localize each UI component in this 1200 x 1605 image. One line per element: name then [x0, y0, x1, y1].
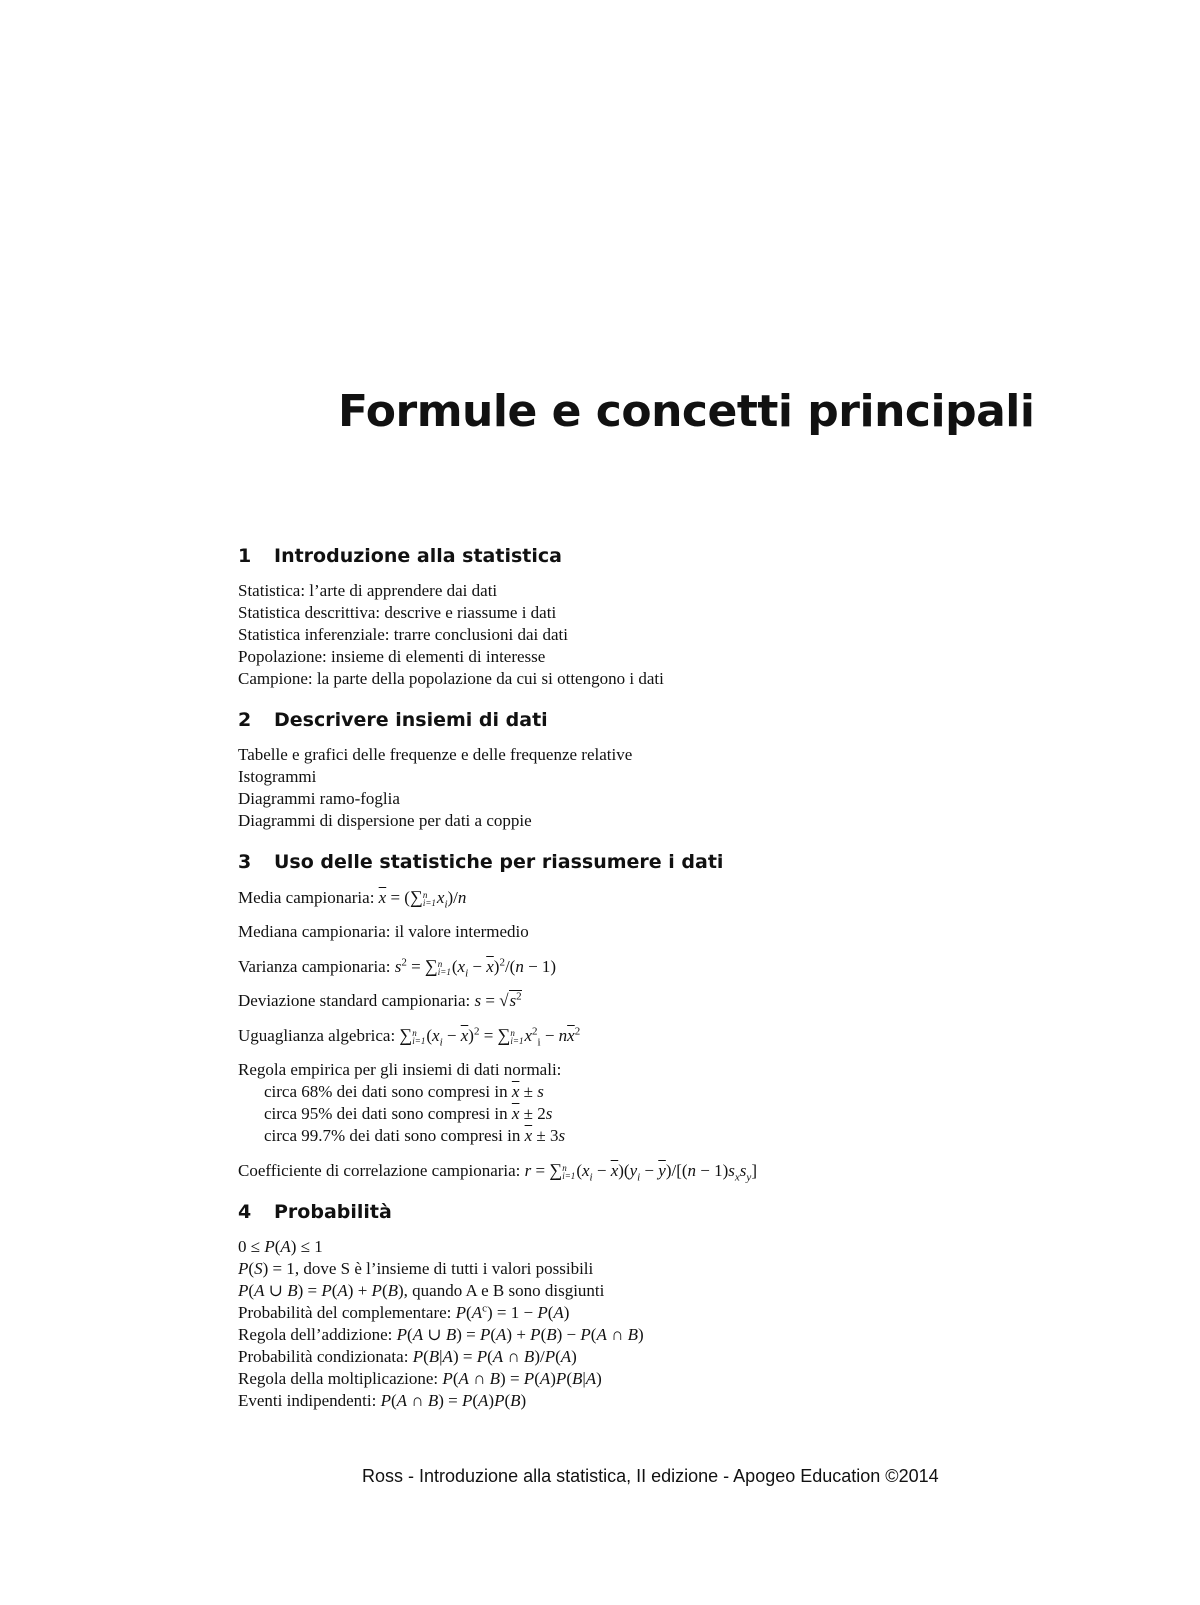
rule-text: circa 68% dei dati sono compresi in	[264, 1082, 508, 1101]
conditional-line: Probabilità condizionata: P(B|A) = P(A ∩ B)/P(A)	[238, 1347, 577, 1366]
text-line: Campione: la parte della popolazione da cui si ottengono i dati	[238, 669, 664, 688]
empirical-rule-95	[238, 1103, 1138, 1125]
rule-formula: $\overline{x} \pm 2s$	[511, 1104, 553, 1123]
empirical-rule-68	[238, 1081, 1138, 1103]
rule-formula: $\overline{x} \pm s$	[511, 1082, 544, 1101]
formula-label: Probabilità condizionata:	[238, 1347, 409, 1366]
section-title: Probabilità	[274, 1201, 392, 1223]
section-2	[238, 708, 1138, 832]
section-title: Introduzione alla statistica	[274, 545, 562, 567]
multiplication-rule-line: Regola della moltiplicazione: P(A ∩ B) = P(A)P(B|A)	[238, 1369, 602, 1388]
rule-text: circa 99.7% dei dati sono compresi in	[264, 1126, 521, 1145]
text-line: Popolazione: insieme di elementi di interesse	[238, 647, 546, 666]
formula-label: Eventi indipendenti:	[238, 1391, 377, 1410]
disjoint-text: , quando A e B sono disgiunti	[403, 1281, 605, 1300]
section-number: 4	[238, 1201, 252, 1223]
sample-variance-formula: $s^2$ = ∑ n i=1 $(x_i - \overline{x})^2/(n - 1)$	[394, 956, 557, 980]
section-heading	[238, 850, 1138, 874]
section-1	[238, 544, 1138, 690]
sample-space-text: , dove S è l’insieme di tutti i valori possibili	[294, 1259, 594, 1278]
rule-formula: $\overline{x} \pm 3s$	[524, 1126, 566, 1145]
text-line: Statistica: l’arte di apprendere dai dati	[238, 581, 498, 600]
addition-rule-line: Regola dell’addizione: P(A ∪ B) = P(A) + P(B) − P(A ∩ B)	[238, 1325, 644, 1344]
identity-line	[238, 1024, 1138, 1047]
independent-events-line: Eventi indipendenti: P(A ∩ B) = P(A)P(B)	[238, 1391, 527, 1410]
formula-label: Uguaglianza algebrica:	[238, 1026, 396, 1045]
text-line: Istogrammi	[238, 767, 317, 786]
sample-variance-line	[238, 955, 1138, 978]
section-number: 2	[238, 709, 252, 731]
correlation-formula: r = ∑ n i=1 $(x_i - \overline{x})(y_i - \overline{y})/[(n - 1)s_xs_y]$	[524, 1160, 757, 1184]
section-3	[238, 850, 1138, 1182]
rule-text: circa 95% dei dati sono compresi in	[264, 1104, 508, 1123]
empirical-rule-997	[238, 1125, 1138, 1147]
correlation-line	[238, 1159, 1138, 1182]
section-heading	[238, 1200, 1138, 1224]
page-title: Formule e concetti principali	[338, 386, 1035, 437]
stddev-formula: $s = √s^2$	[474, 990, 522, 1010]
document-body	[238, 544, 1138, 1412]
formula-label: Media campionaria:	[238, 888, 375, 907]
complement-line: Probabilità del complementare: $P(A^c) = 1 - P(A)$	[238, 1302, 570, 1322]
disjoint-union-line: P(A ∪ B) = P(A) + P(B), quando A e B sono disgiunti	[238, 1281, 605, 1300]
text-line: Mediana campionaria: il valore intermedio	[238, 922, 529, 941]
formula-label: Regola dell’addizione:	[238, 1325, 393, 1344]
probability-bounds: 0 ≤ P(A) ≤ 1	[238, 1237, 323, 1256]
formula-label: Varianza campionaria:	[238, 957, 391, 976]
section-heading	[238, 544, 1138, 568]
page-footer: Ross - Introduzione alla statistica, II edizione - Apogeo Education ©2014	[362, 1466, 939, 1486]
text-line: Statistica descrittiva: descrive e riassume i dati	[238, 603, 557, 622]
section-title: Descrivere insiemi di dati	[274, 709, 548, 731]
text-line: Diagrammi di dispersione per dati a coppie	[238, 811, 532, 830]
formula-label: Probabilità del complementare:	[238, 1303, 452, 1322]
text-line: Regola empirica per gli insiemi di dati normali:	[238, 1060, 562, 1079]
text-line: Tabelle e grafici delle frequenze e delle frequenze relative	[238, 745, 633, 764]
sample-space-line: P(S) = 1, dove S è l’insieme di tutti i valori possibili	[238, 1259, 594, 1278]
formula-label: Deviazione standard campionaria:	[238, 991, 471, 1010]
formula-label: Coefficiente di correlazione campionaria:	[238, 1161, 521, 1180]
sample-mean-line	[238, 886, 1138, 909]
text-line: Statistica inferenziale: trarre conclusioni dai dati	[238, 625, 568, 644]
section-number: 1	[238, 545, 252, 567]
section-4	[238, 1200, 1138, 1412]
identity-formula: ∑ n i=1 $(x_i - \overline{x})^2$ = ∑ n i=1 $x^2_i - n\overline{x}^2$	[399, 1025, 581, 1049]
section-number: 3	[238, 851, 252, 873]
stddev-line	[238, 990, 1138, 1012]
section-heading	[238, 708, 1138, 732]
text-line: Diagrammi ramo-foglia	[238, 789, 400, 808]
section-title: Uso delle statistiche per riassumere i dati	[274, 851, 724, 873]
sample-mean-formula: $\overline{x}$ = (∑ n i=1 $x_i)/n$	[378, 887, 467, 911]
formula-label: Regola della moltiplicazione:	[238, 1369, 439, 1388]
